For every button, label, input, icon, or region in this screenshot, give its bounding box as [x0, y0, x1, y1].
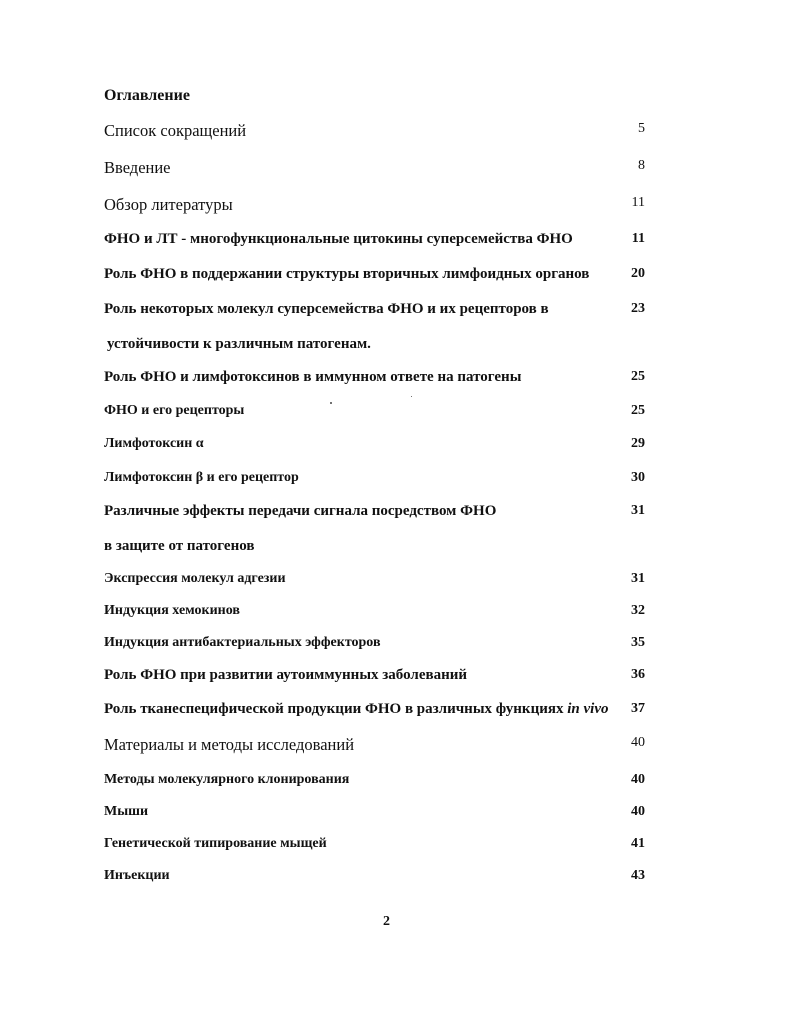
- toc-entry: [104, 635, 645, 657]
- toc-entry: [104, 231, 645, 253]
- toc-entry-page: 25: [631, 403, 645, 418]
- toc-entry-title: Список сокращений: [104, 121, 247, 140]
- toc-entry-title: Лимфотоксин α: [104, 436, 204, 451]
- toc-entry-title: Экспрессия молекул адгезии: [104, 571, 286, 586]
- toc-entry-title: ФНО и его рецепторы: [104, 403, 245, 418]
- toc-entry-title: Роль ФНО в поддержании структуры вторичных лимфоидных органов: [104, 266, 590, 282]
- toc-entry-page: 40: [631, 772, 645, 787]
- toc-entry: [104, 701, 645, 723]
- toc-entry-page: 41: [631, 836, 645, 851]
- toc-entry-title: Роль ФНО и лимфотоксинов в иммунном ответе на патогены: [104, 369, 522, 385]
- toc-entry-title: Обзор литературы: [104, 195, 233, 214]
- toc-entry-abbreviations: [104, 121, 645, 143]
- scan-speck: [330, 402, 332, 404]
- toc-entry-page: 35: [631, 635, 645, 650]
- toc-entry-title: Лимфотоксин β и его рецептор: [104, 470, 299, 485]
- toc-entry-title: Роль некоторых молекул суперсемейства ФНО и их рецепторов в: [104, 301, 549, 317]
- toc-entry: [104, 836, 645, 858]
- toc-entry-page: 20: [631, 266, 645, 281]
- toc-entry-title: Введение: [104, 158, 171, 177]
- toc-entry-page: 11: [631, 231, 645, 246]
- toc-entry: [104, 301, 645, 323]
- toc-entry: [104, 369, 645, 391]
- toc-entry-introduction: [104, 158, 645, 180]
- toc-entry-page: 5: [638, 121, 645, 136]
- toc-entry: [104, 503, 645, 525]
- toc-entry-title: Инъекции: [104, 868, 170, 883]
- toc-entry-page: 43: [631, 868, 645, 883]
- toc-entry: [104, 436, 645, 458]
- toc-entry: [104, 868, 645, 890]
- toc-entry-title: Роль тканеспецифической продукции ФНО в различных функциях in vivo: [104, 701, 609, 717]
- toc-entry-page: 32: [631, 603, 645, 618]
- toc-entry-title: Различные эффекты передачи сигнала посредством ФНО: [104, 503, 497, 519]
- toc-entry: [104, 266, 645, 288]
- toc-entry: [104, 804, 645, 826]
- toc-entry-page: 30: [631, 470, 645, 485]
- toc-entry: [104, 603, 645, 625]
- toc-entry-page: 8: [638, 158, 645, 173]
- toc-entry: [104, 667, 645, 689]
- toc-entry-continuation: в защите от патогенов: [104, 538, 255, 554]
- toc-entry-page: 37: [631, 701, 645, 716]
- toc-entry-page: 40: [631, 804, 645, 819]
- toc-entry-page: 23: [631, 301, 645, 316]
- toc-entry-page: 11: [631, 195, 645, 210]
- toc-entry: [104, 772, 645, 794]
- scan-speck: [411, 396, 412, 397]
- toc-entry-page: 36: [631, 667, 645, 682]
- toc-entry: [104, 470, 645, 492]
- toc-entry: [104, 571, 645, 593]
- toc-entry-title: Индукция хемокинов: [104, 603, 240, 618]
- toc-entry-title: Генетической типирование мыщей: [104, 836, 327, 851]
- toc-entry-title: Материалы и методы исследований: [104, 735, 355, 754]
- toc-entry-title: ФНО и ЛТ - многофункциональные цитокины суперсемейства ФНО: [104, 231, 573, 247]
- toc-entry-title: Методы молекулярного клонирования: [104, 772, 350, 787]
- toc-entry-page: 40: [631, 735, 645, 750]
- toc-heading: Оглавление: [104, 87, 190, 104]
- toc-entry-title: Роль ФНО при развитии аутоиммунных заболеваний: [104, 667, 468, 683]
- toc-entry: [104, 403, 645, 425]
- toc-entry-literature-review: [104, 195, 645, 217]
- toc-entry-page: 25: [631, 369, 645, 384]
- toc-entry-page: 31: [631, 571, 645, 586]
- toc-entry-page: 29: [631, 436, 645, 451]
- toc-entry-materials-methods: [104, 735, 645, 757]
- page-number: 2: [383, 914, 390, 929]
- toc-entry-page: 31: [631, 503, 645, 518]
- toc-entry-title: Индукция антибактериальных эффекторов: [104, 635, 381, 650]
- toc-entry-title: Мыши: [104, 804, 149, 819]
- toc-entry-continuation: устойчивости к различным патогенам.: [107, 336, 371, 352]
